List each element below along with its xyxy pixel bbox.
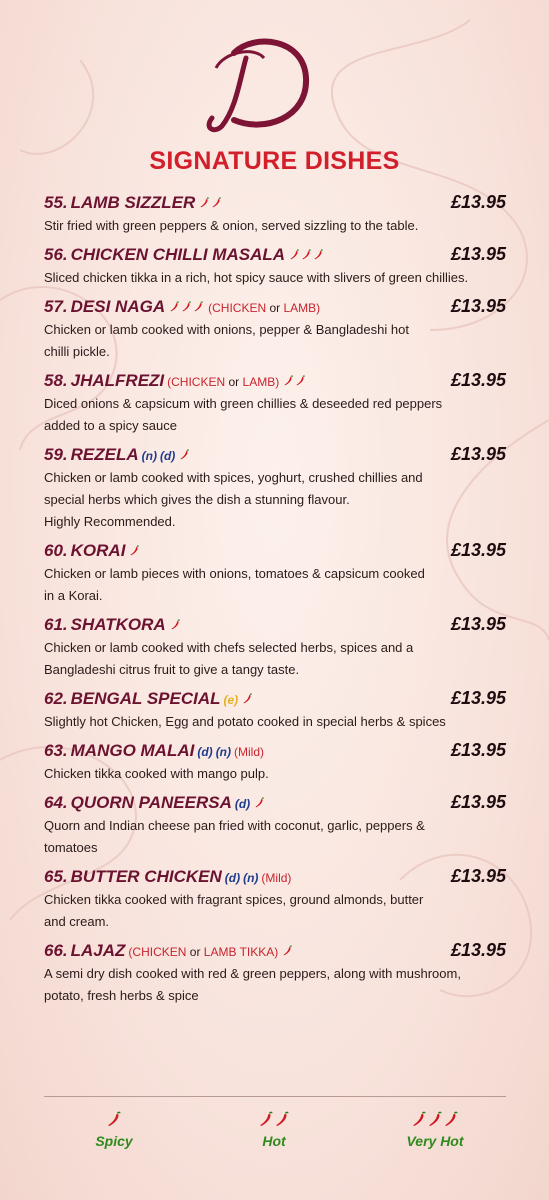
item-number: 59.	[44, 445, 68, 464]
menu-item-header	[44, 792, 506, 815]
item-number: 63.	[44, 741, 68, 760]
chili-icon	[193, 301, 204, 312]
dish-name: BUTTER CHICKEN	[70, 867, 222, 886]
dietary-tag-d: (d)	[224, 871, 241, 885]
option-or: or	[269, 301, 281, 315]
item-number: 60.	[44, 541, 68, 560]
chili-icon	[412, 1111, 426, 1127]
dish-description: Bangladeshi citrus fruit to give a tangy taste.	[44, 662, 300, 677]
dish-name: REZELA	[70, 445, 139, 464]
dietary-tag-d: (d)	[234, 797, 251, 811]
item-number: 58.	[44, 371, 68, 390]
chili-rating	[129, 545, 141, 556]
dish-description: potato, fresh herbs & spice	[44, 988, 199, 1003]
dish-name: CHICKEN CHILLI MASALA	[70, 245, 286, 264]
price: £13.95	[450, 296, 506, 316]
menu-item-header	[44, 296, 506, 319]
price: £13.95	[450, 866, 506, 886]
menu-item-name-group	[44, 615, 182, 635]
menu-item-header	[44, 540, 506, 563]
item-number: 64.	[44, 793, 68, 812]
item-number: 61.	[44, 615, 68, 634]
menu-item-name-group	[44, 741, 264, 761]
chili-icon	[211, 197, 222, 208]
menu-item-header	[44, 614, 506, 637]
menu-item-header	[44, 192, 506, 215]
dish-description: Stir fried with green peppers & onion, served sizzling to the table.	[44, 218, 419, 233]
chili-icon	[313, 249, 324, 260]
option-or: or	[228, 375, 240, 389]
dish-description: Highly Recommended.	[44, 514, 176, 529]
item-number: 56.	[44, 245, 68, 264]
chili-icon	[295, 375, 306, 386]
dish-description: Chicken tikka cooked with mango pulp.	[44, 766, 269, 781]
chili-rating	[282, 945, 294, 956]
menu-item-name-group	[44, 793, 266, 813]
menu-item	[44, 866, 506, 933]
dish-description: Chicken tikka cooked with fragrant spices, ground almonds, butter	[44, 892, 424, 907]
price: £13.95	[450, 614, 506, 634]
legend-spicy	[54, 1108, 174, 1149]
menu-item-name-group	[44, 371, 307, 391]
legend-hot	[214, 1108, 334, 1149]
option-a: (CHICKEN	[128, 945, 187, 959]
dish-description: Chicken or lamb cooked with spices, yoghurt, crushed chillies and	[44, 470, 423, 485]
menu-item	[44, 740, 506, 785]
logo-monogram	[194, 28, 324, 138]
dietary-tag-n: (n)	[243, 871, 259, 885]
dish-description: Chicken or lamb cooked with onions, pepper & Bangladeshi hot	[44, 322, 409, 337]
chili-icon	[129, 545, 140, 556]
chili-icon	[170, 619, 181, 630]
dish-description: and cream.	[44, 914, 110, 929]
dish-description: Diced onions & capsicum with green chillies & deseeded red peppers	[44, 396, 443, 411]
price: £13.95	[450, 740, 506, 760]
menu-item-header	[44, 688, 506, 711]
price: £13.95	[450, 444, 506, 464]
menu-item	[44, 540, 506, 607]
price: £13.95	[450, 370, 506, 390]
menu-item-name-group	[44, 445, 191, 465]
dietary-tag-mild: (Mild)	[261, 871, 292, 885]
item-number: 55.	[44, 193, 68, 212]
price: £13.95	[450, 940, 506, 960]
chili-rating	[169, 301, 205, 312]
item-number: 62.	[44, 689, 68, 708]
dish-name: MANGO MALAI	[70, 741, 195, 760]
menu-item-header	[44, 244, 506, 267]
dish-description: Slightly hot Chicken, Egg and potato cooked in special herbs & spices	[44, 714, 446, 729]
menu-item-name-group	[44, 245, 325, 265]
option-or: or	[189, 945, 201, 959]
menu-item-header	[44, 740, 506, 763]
price: £13.95	[450, 192, 506, 212]
chili-rating	[170, 619, 182, 630]
menu-item	[44, 792, 506, 859]
chili-icon	[107, 1111, 121, 1127]
option-a: (CHICKEN	[208, 301, 267, 315]
dish-name: KORAI	[70, 541, 126, 560]
dietary-tag-n: (n)	[215, 745, 232, 759]
dish-description: Sliced chicken tikka in a rich, hot spicy sauce with slivers of green chillies.	[44, 270, 469, 285]
legend-label: Hot	[262, 1133, 286, 1149]
chili-rating	[242, 693, 254, 704]
chili-rating	[199, 197, 223, 208]
menu-item-name-group	[44, 941, 294, 961]
chili-icon	[259, 1111, 273, 1127]
option-b: LAMB)	[283, 301, 321, 315]
meat-option-tag	[128, 945, 278, 959]
chili-icon	[428, 1111, 442, 1127]
chili-rating	[289, 249, 325, 260]
price: £13.95	[450, 792, 506, 812]
dish-name: LAJAZ	[70, 941, 126, 960]
menu-item	[44, 444, 506, 533]
option-b: LAMB)	[242, 375, 280, 389]
dietary-tag-n: (n)	[141, 449, 157, 463]
meat-option-tag	[208, 301, 320, 315]
menu-item-header	[44, 940, 506, 963]
chili-icon	[242, 693, 253, 704]
menu-item-name-group	[44, 193, 223, 213]
menu-item-name-group	[44, 689, 254, 709]
menu-item	[44, 370, 506, 437]
dish-name: QUORN PANEERSA	[70, 793, 232, 812]
dietary-tag-d: (d)	[159, 449, 176, 463]
legend-label: Very Hot	[406, 1133, 464, 1149]
dietary-tag-mild: (Mild)	[234, 745, 265, 759]
price: £13.95	[450, 688, 506, 708]
meat-option-tag	[167, 375, 279, 389]
menu-item	[44, 192, 506, 237]
chili-icon	[289, 249, 300, 260]
dish-name: DESI NAGA	[70, 297, 166, 316]
chili-icon	[444, 1111, 458, 1127]
dish-name: SHATKORA	[70, 615, 166, 634]
dish-description: Chicken or lamb pieces with onions, tomatoes & capsicum cooked	[44, 566, 425, 581]
dish-name: BENGAL SPECIAL	[70, 689, 221, 708]
chili-icon	[169, 301, 180, 312]
dish-description: A semi dry dish cooked with red & green peppers, along with mushroom,	[44, 966, 461, 981]
chili-icon	[199, 197, 210, 208]
menu-item-name-group	[44, 297, 320, 317]
dish-name: JHALFREZI	[70, 371, 165, 390]
dish-description: Chicken or lamb cooked with chefs selected herbs, spices and a	[44, 640, 414, 655]
chili-icon	[275, 1111, 289, 1127]
dish-name: LAMB SIZZLER	[70, 193, 196, 212]
menu-item	[44, 940, 506, 1007]
menu-item-name-group	[44, 541, 141, 561]
dish-description: chilli pickle.	[44, 344, 110, 359]
legend-label: Spicy	[95, 1133, 133, 1149]
menu-item-header	[44, 866, 506, 889]
legend-very-hot	[375, 1108, 495, 1149]
chili-icon	[181, 301, 192, 312]
item-number: 65.	[44, 867, 68, 886]
menu-item	[44, 614, 506, 681]
menu-item-header	[44, 444, 506, 467]
dish-description: special herbs which gives the dish a stunning flavour.	[44, 492, 350, 507]
menu-item-name-group	[44, 867, 291, 887]
price: £13.95	[450, 244, 506, 264]
menu-item	[44, 688, 506, 733]
dish-description: tomatoes	[44, 840, 98, 855]
page-title: SIGNATURE DISHES	[149, 147, 400, 175]
chili-icon	[254, 797, 265, 808]
item-number: 66.	[44, 941, 68, 960]
chili-icon	[179, 449, 190, 460]
menu-list	[44, 192, 506, 1014]
chili-icon	[283, 375, 294, 386]
legend-divider	[44, 1096, 506, 1097]
chili-rating	[179, 449, 191, 460]
dish-description: added to a spicy sauce	[44, 418, 177, 433]
menu-item-header	[44, 370, 506, 393]
dietary-tag-e: (e)	[223, 693, 239, 707]
legend-chili-icons	[54, 1108, 174, 1130]
dish-description: Quorn and Indian cheese pan fried with coconut, garlic, peppers &	[44, 818, 425, 833]
chili-icon	[282, 945, 293, 956]
chili-rating	[283, 375, 307, 386]
legend-chili-icons	[214, 1108, 334, 1130]
dietary-tag-d: (d)	[197, 745, 213, 759]
option-b: LAMB TIKKA)	[203, 945, 279, 959]
price: £13.95	[450, 540, 506, 560]
dish-description: in a Korai.	[44, 588, 103, 603]
chili-rating	[254, 797, 266, 808]
option-a: (CHICKEN	[167, 375, 226, 389]
menu-item	[44, 244, 506, 289]
legend-chili-icons	[375, 1108, 495, 1130]
menu-item	[44, 296, 506, 363]
chili-icon	[301, 249, 312, 260]
item-number: 57.	[44, 297, 68, 316]
